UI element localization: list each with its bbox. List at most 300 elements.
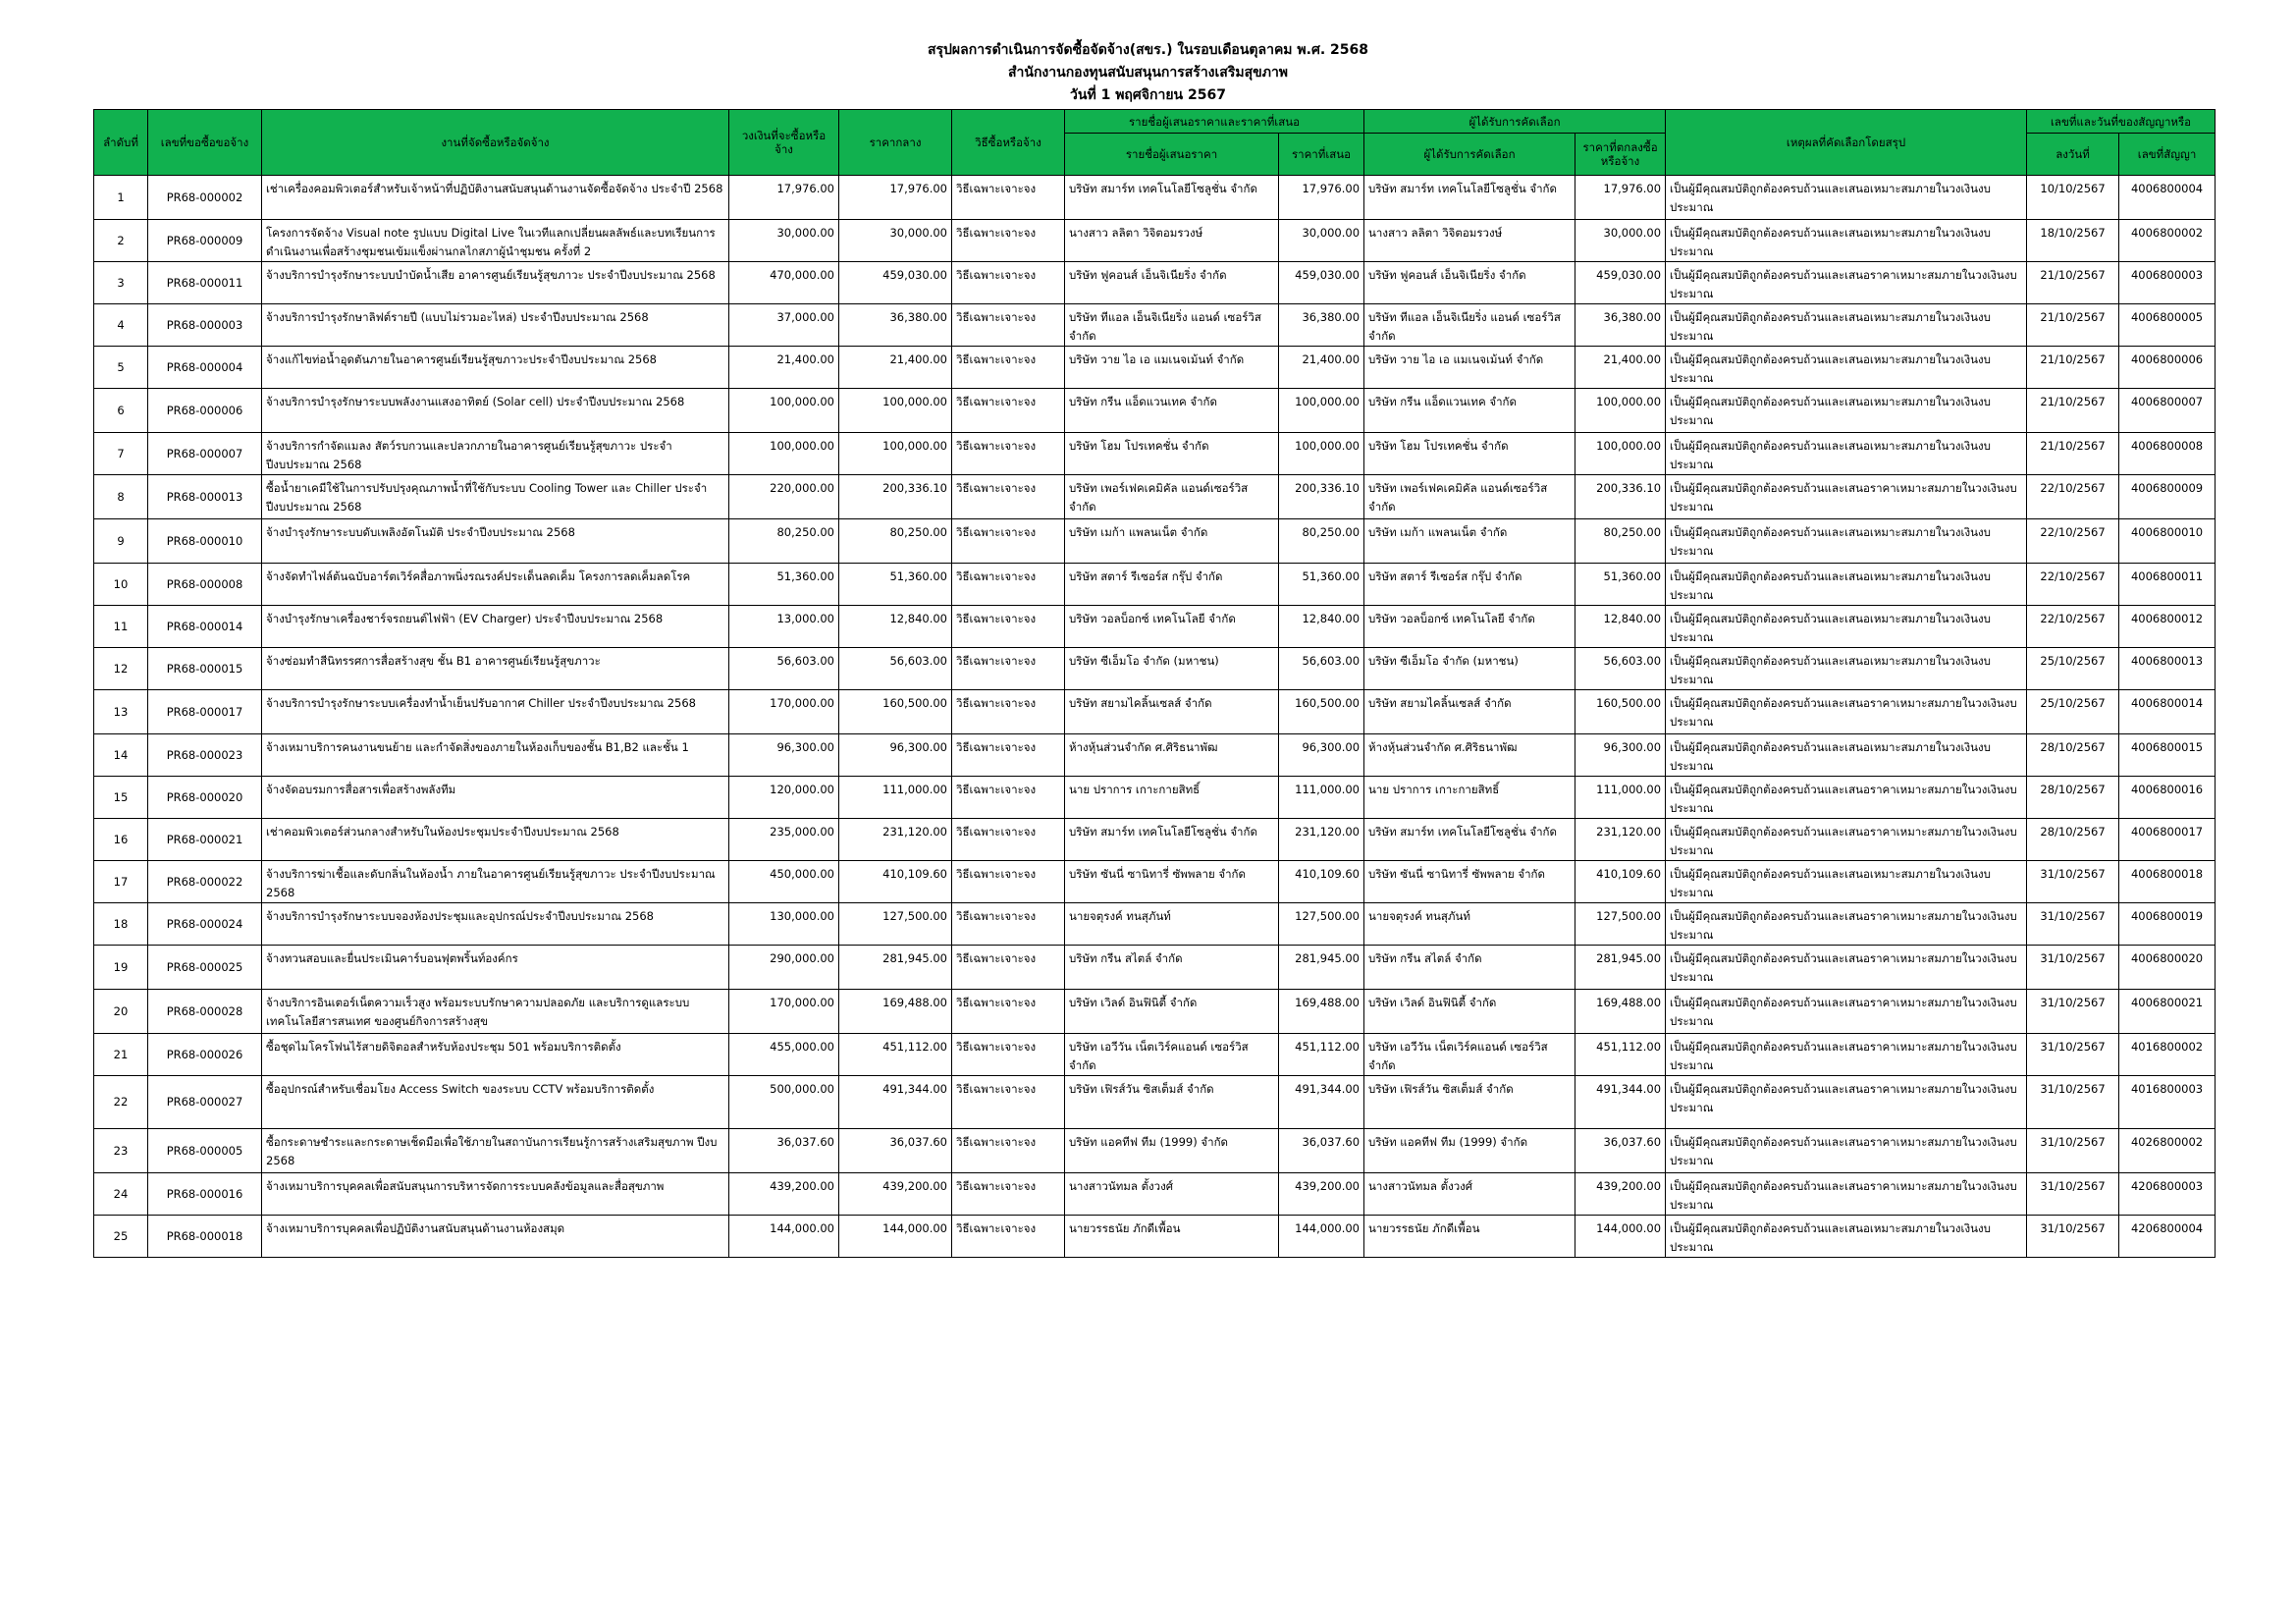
row-contract-number: 4006800013 xyxy=(2119,648,2216,690)
row-contract-date: 31/10/2567 xyxy=(2027,861,2119,903)
row-selected-vendor: บริษัท เฟิรส์วัน ซิสเต็มส์ จำกัด xyxy=(1364,1076,1575,1129)
row-contract-date: 21/10/2567 xyxy=(2027,262,2119,304)
row-median-price: 231,120.00 xyxy=(839,819,952,861)
row-median-price: 144,000.00 xyxy=(839,1216,952,1258)
table-row xyxy=(94,564,2216,606)
row-contract-date: 31/10/2567 xyxy=(2027,990,2119,1034)
row-reason: เป็นผู้มีคุณสมบัติถูกต้องครบถ้วนและเสนอราคาเหมาะสมภายในวงเงินงบประมาณ xyxy=(1666,690,2027,734)
row-budget: 56,603.00 xyxy=(729,648,839,690)
row-bid-price: 80,250.00 xyxy=(1279,519,1364,564)
row-bid-price: 127,500.00 xyxy=(1279,903,1364,946)
row-contract-number: 4006800014 xyxy=(2119,690,2216,734)
row-contract-date: 22/10/2567 xyxy=(2027,475,2119,519)
row-reason: เป็นผู้มีคุณสมบัติถูกต้องครบถ้วนและเสนอเหมาะสมภายในวงเงินงบประมาณ xyxy=(1666,519,2027,564)
table-row xyxy=(94,389,2216,433)
row-work-description: จ้างบริการบำรุงรักษาระบบพลังงานแสงอาทิตย์ (Solar cell) ประจำปีงบประมาณ 2568 xyxy=(262,389,729,433)
row-bid-price: 96,300.00 xyxy=(1279,734,1364,777)
row-work-description: ซื้อกระดาษชำระและกระดาษเช็ดมือเพื่อใช้ภายในสถาบันการเรียนรู้การสร้างเสริมสุขภาพ ปีงบ 2568 xyxy=(262,1129,729,1173)
row-selected-vendor: บริษัท วาย ไอ เอ แมเนจเม้นท์ จำกัด xyxy=(1364,347,1575,389)
row-bidder-name: บริษัท ซันนี่ ซานิทารี่ ซัพพลาย จำกัด xyxy=(1065,861,1279,903)
row-contract-date: 21/10/2567 xyxy=(2027,433,2119,475)
row-pr-number: PR68-000004 xyxy=(148,347,262,389)
row-bid-price: 12,840.00 xyxy=(1279,606,1364,648)
row-contract-date: 31/10/2567 xyxy=(2027,1173,2119,1216)
row-selected-vendor: บริษัท โฮม โปรเทคชั่น จำกัด xyxy=(1364,433,1575,475)
row-work-description: โครงการจัดจ้าง Visual note รูปแบบ Digital Live ในเวทีแลกเปลี่ยนผลลัพธ์และบทเรียนการดำเนินงานเพื่อสร้างชุมชนเข้มแข็งผ่านกลไกสภาผู้นำชุมชน ครั้งที่ 2 xyxy=(262,220,729,262)
row-method: วิธีเฉพาะเจาะจง xyxy=(952,819,1065,861)
table-row xyxy=(94,475,2216,519)
row-agreed-price: 12,840.00 xyxy=(1575,606,1666,648)
row-no: 11 xyxy=(94,606,148,648)
row-selected-vendor: นายวรรธนัย ภักดีเพื้อน xyxy=(1364,1216,1575,1258)
row-bid-price: 144,000.00 xyxy=(1279,1216,1364,1258)
row-pr-number: PR68-000009 xyxy=(148,220,262,262)
row-reason: เป็นผู้มีคุณสมบัติถูกต้องครบถ้วนและเสนอเหมาะสมภายในวงเงินงบประมาณ xyxy=(1666,734,2027,777)
row-contract-date: 31/10/2567 xyxy=(2027,1216,2119,1258)
row-method: วิธีเฉพาะเจาะจง xyxy=(952,433,1065,475)
row-median-price: 111,000.00 xyxy=(839,777,952,819)
row-selected-vendor: บริษัท สมาร์ท เทคโนโลยีโซลูชั่น จำกัด xyxy=(1364,819,1575,861)
row-method: วิธีเฉพาะเจาะจง xyxy=(952,734,1065,777)
row-selected-vendor: นางสาวนัทมล ตั้งวงศ์ xyxy=(1364,1173,1575,1216)
row-bid-price: 51,360.00 xyxy=(1279,564,1364,606)
row-contract-date: 10/10/2567 xyxy=(2027,176,2119,220)
row-no: 9 xyxy=(94,519,148,564)
row-pr-number: PR68-000006 xyxy=(148,389,262,433)
row-work-description: จ้างจัดอบรมการสื่อสารเพื่อสร้างพลังทีม xyxy=(262,777,729,819)
row-pr-number: PR68-000027 xyxy=(148,1076,262,1129)
row-agreed-price: 459,030.00 xyxy=(1575,262,1666,304)
row-no: 24 xyxy=(94,1173,148,1216)
row-reason: เป็นผู้มีคุณสมบัติถูกต้องครบถ้วนและเสนอราคาเหมาะสมภายในวงเงินงบประมาณ xyxy=(1666,777,2027,819)
table-row xyxy=(94,734,2216,777)
row-median-price: 12,840.00 xyxy=(839,606,952,648)
row-selected-vendor: บริษัท สตาร์ รีเซอร์ส กรุ๊ป จำกัด xyxy=(1364,564,1575,606)
row-method: วิธีเฉพาะเจาะจง xyxy=(952,903,1065,946)
row-contract-date: 28/10/2567 xyxy=(2027,819,2119,861)
row-bidder-name: บริษัท ทีแอล เอ็นจิเนียริ่ง แอนด์ เซอร์วิส จำกัด xyxy=(1065,304,1279,347)
row-median-price: 21,400.00 xyxy=(839,347,952,389)
col-header-no: ลำดับที่ xyxy=(94,110,148,176)
row-contract-date: 22/10/2567 xyxy=(2027,564,2119,606)
row-bid-price: 459,030.00 xyxy=(1279,262,1364,304)
row-contract-number: 4006800018 xyxy=(2119,861,2216,903)
row-method: วิธีเฉพาะเจาะจง xyxy=(952,861,1065,903)
row-work-description: จ้างบำรุงรักษาระบบดับเพลิงอัตโนมัติ ประจำปีงบประมาณ 2568 xyxy=(262,519,729,564)
row-median-price: 451,112.00 xyxy=(839,1034,952,1076)
table-row xyxy=(94,304,2216,347)
row-no: 21 xyxy=(94,1034,148,1076)
row-budget: 450,000.00 xyxy=(729,861,839,903)
row-selected-vendor: บริษัท ทีแอล เอ็นจิเนียริ่ง แอนด์ เซอร์วิส จำกัด xyxy=(1364,304,1575,347)
row-agreed-price: 96,300.00 xyxy=(1575,734,1666,777)
row-method: วิธีเฉพาะเจาะจง xyxy=(952,1173,1065,1216)
table-row xyxy=(94,433,2216,475)
row-selected-vendor: บริษัท วอลบ็อกซ์ เทคโนโลยี จำกัด xyxy=(1364,606,1575,648)
row-selected-vendor: บริษัท ซันนี่ ซานิทารี่ ซัพพลาย จำกัด xyxy=(1364,861,1575,903)
row-no: 2 xyxy=(94,220,148,262)
row-contract-number: 4006800016 xyxy=(2119,777,2216,819)
row-budget: 36,037.60 xyxy=(729,1129,839,1173)
report-date: วันที่ 1 พฤศจิกายน 2567 xyxy=(1070,87,1226,103)
row-bid-price: 17,976.00 xyxy=(1279,176,1364,220)
row-bidder-name: นายวรรธนัย ภักดีเพื้อน xyxy=(1065,1216,1279,1258)
row-pr-number: PR68-000013 xyxy=(148,475,262,519)
row-contract-date: 31/10/2567 xyxy=(2027,1034,2119,1076)
row-work-description: จ้างบริการบำรุงรักษาระบบบำบัดน้ำเสีย อาคารศูนย์เรียนรู้สุขภาวะ ประจำปีงบประมาณ 2568 xyxy=(262,262,729,304)
row-budget: 80,250.00 xyxy=(729,519,839,564)
row-contract-number: 4006800020 xyxy=(2119,946,2216,990)
row-budget: 290,000.00 xyxy=(729,946,839,990)
row-no: 12 xyxy=(94,648,148,690)
row-contract-number: 4006800004 xyxy=(2119,176,2216,220)
row-method: วิธีเฉพาะเจาะจง xyxy=(952,1216,1065,1258)
row-work-description: จ้างเหมาบริการคนงานขนย้าย และกำจัดสิ่งของภายในห้องเก็บของชั้น B1,B2 และชั้น 1 xyxy=(262,734,729,777)
table-row xyxy=(94,1216,2216,1258)
table-row xyxy=(94,347,2216,389)
table-row xyxy=(94,1034,2216,1076)
row-pr-number: PR68-000003 xyxy=(148,304,262,347)
row-pr-number: PR68-000015 xyxy=(148,648,262,690)
row-agreed-price: 410,109.60 xyxy=(1575,861,1666,903)
row-work-description: เช่าคอมพิวเตอร์ส่วนกลางสำหรับในห้องประชุมประจำปีงบประมาณ 2568 xyxy=(262,819,729,861)
row-contract-number: 4006800015 xyxy=(2119,734,2216,777)
report-title: สรุปผลการดำเนินการจัดซื้อจัดจ้าง(สขร.) ในรอบเดือนตุลาคม พ.ศ. 2568 xyxy=(927,42,1369,58)
row-reason: เป็นผู้มีคุณสมบัติถูกต้องครบถ้วนและเสนอราคาเหมาะสมภายในวงเงินงบประมาณ xyxy=(1666,1076,2027,1129)
row-pr-number: PR68-000023 xyxy=(148,734,262,777)
row-bid-price: 169,488.00 xyxy=(1279,990,1364,1034)
table-row xyxy=(94,1076,2216,1129)
row-contract-number: 4006800003 xyxy=(2119,262,2216,304)
row-contract-date: 21/10/2567 xyxy=(2027,304,2119,347)
document-header xyxy=(0,39,2296,107)
row-contract-date: 31/10/2567 xyxy=(2027,903,2119,946)
row-bid-price: 30,000.00 xyxy=(1279,220,1364,262)
row-contract-date: 28/10/2567 xyxy=(2027,777,2119,819)
row-bid-price: 439,200.00 xyxy=(1279,1173,1364,1216)
row-budget: 455,000.00 xyxy=(729,1034,839,1076)
row-contract-date: 22/10/2567 xyxy=(2027,519,2119,564)
row-bidder-name: บริษัท กรีน สไตล์ จำกัด xyxy=(1065,946,1279,990)
col-header-selected-group: ผู้ได้รับการคัดเลือก xyxy=(1364,110,1666,134)
row-reason: เป็นผู้มีคุณสมบัติถูกต้องครบถ้วนและเสนอเหมาะสมภายในวงเงินงบประมาณ xyxy=(1666,176,2027,220)
row-agreed-price: 200,336.10 xyxy=(1575,475,1666,519)
table-row xyxy=(94,990,2216,1034)
row-agreed-price: 111,000.00 xyxy=(1575,777,1666,819)
row-method: วิธีเฉพาะเจาะจง xyxy=(952,690,1065,734)
row-median-price: 96,300.00 xyxy=(839,734,952,777)
col-header-bid-price: ราคาที่เสนอ xyxy=(1279,134,1364,176)
col-header-median: ราคากลาง xyxy=(839,110,952,176)
row-agreed-price: 36,037.60 xyxy=(1575,1129,1666,1173)
row-bid-price: 56,603.00 xyxy=(1279,648,1364,690)
row-work-description: จ้างบริการบำรุงรักษาลิฟต์รายปี (แบบไม่รวมอะไหล่) ประจำปีงบประมาณ 2568 xyxy=(262,304,729,347)
row-selected-vendor: บริษัท เวิลด์ อินฟินิตี้ จำกัด xyxy=(1364,990,1575,1034)
row-method: วิธีเฉพาะเจาะจง xyxy=(952,606,1065,648)
row-method: วิธีเฉพาะเจาะจง xyxy=(952,1076,1065,1129)
row-agreed-price: 439,200.00 xyxy=(1575,1173,1666,1216)
row-method: วิธีเฉพาะเจาะจง xyxy=(952,946,1065,990)
row-work-description: จ้างเหมาบริการบุคคลเพื่อสนับสนุนการบริหารจัดการระบบคลังข้อมูลและสื่อสุขภาพ xyxy=(262,1173,729,1216)
row-pr-number: PR68-000016 xyxy=(148,1173,262,1216)
row-agreed-price: 80,250.00 xyxy=(1575,519,1666,564)
row-selected-vendor: บริษัท ฟูคอนส์ เอ็นจิเนียริ่ง จำกัด xyxy=(1364,262,1575,304)
row-median-price: 169,488.00 xyxy=(839,990,952,1034)
row-budget: 13,000.00 xyxy=(729,606,839,648)
row-contract-number: 4016800003 xyxy=(2119,1076,2216,1129)
col-header-pr: เลขที่ขอซื้อขอจ้าง xyxy=(148,110,262,176)
row-reason: เป็นผู้มีคุณสมบัติถูกต้องครบถ้วนและเสนอเหมาะสมภายในวงเงินงบประมาณ xyxy=(1666,606,2027,648)
row-no: 5 xyxy=(94,347,148,389)
row-no: 23 xyxy=(94,1129,148,1173)
row-budget: 500,000.00 xyxy=(729,1076,839,1129)
row-bid-price: 410,109.60 xyxy=(1279,861,1364,903)
row-reason: เป็นผู้มีคุณสมบัติถูกต้องครบถ้วนและเสนอเหมาะสมภายในวงเงินงบประมาณ xyxy=(1666,220,2027,262)
col-header-reason: เหตุผลที่คัดเลือกโดยสรุป xyxy=(1666,110,2027,176)
row-no: 15 xyxy=(94,777,148,819)
row-bid-price: 36,037.60 xyxy=(1279,1129,1364,1173)
col-header-work: งานที่จัดซื้อหรือจัดจ้าง xyxy=(262,110,729,176)
row-budget: 470,000.00 xyxy=(729,262,839,304)
row-no: 3 xyxy=(94,262,148,304)
row-median-price: 51,360.00 xyxy=(839,564,952,606)
row-reason: เป็นผู้มีคุณสมบัติถูกต้องครบถ้วนและเสนอราคาเหมาะสมภายในวงเงินงบประมาณ xyxy=(1666,262,2027,304)
row-bidder-name: บริษัท วาย ไอ เอ แมเนจเม้นท์ จำกัด xyxy=(1065,347,1279,389)
row-work-description: จ้างบริการบำรุงรักษาระบบเครื่องทำน้ำเย็นปรับอากาศ Chiller ประจำปีงบประมาณ 2568 xyxy=(262,690,729,734)
row-median-price: 100,000.00 xyxy=(839,433,952,475)
row-budget: 100,000.00 xyxy=(729,433,839,475)
row-no: 22 xyxy=(94,1076,148,1129)
row-no: 25 xyxy=(94,1216,148,1258)
row-contract-date: 28/10/2567 xyxy=(2027,734,2119,777)
row-contract-number: 4006800005 xyxy=(2119,304,2216,347)
row-reason: เป็นผู้มีคุณสมบัติถูกต้องครบถ้วนและเสนอราคาเหมาะสมภายในวงเงินงบประมาณ xyxy=(1666,475,2027,519)
row-pr-number: PR68-000018 xyxy=(148,1216,262,1258)
table-row xyxy=(94,1173,2216,1216)
row-no: 14 xyxy=(94,734,148,777)
row-method: วิธีเฉพาะเจาะจง xyxy=(952,777,1065,819)
row-method: วิธีเฉพาะเจาะจง xyxy=(952,475,1065,519)
table-row xyxy=(94,777,2216,819)
row-median-price: 410,109.60 xyxy=(839,861,952,903)
row-agreed-price: 144,000.00 xyxy=(1575,1216,1666,1258)
row-reason: เป็นผู้มีคุณสมบัติถูกต้องครบถ้วนและเสนอราคาเหมาะสมภายในวงเงินงบประมาณ xyxy=(1666,1034,2027,1076)
row-agreed-price: 127,500.00 xyxy=(1575,903,1666,946)
col-header-method: วิธีซื้อหรือจ้าง xyxy=(952,110,1065,176)
table-row xyxy=(94,176,2216,220)
row-no: 1 xyxy=(94,176,148,220)
row-budget: 220,000.00 xyxy=(729,475,839,519)
table-body xyxy=(94,176,2216,1258)
row-budget: 439,200.00 xyxy=(729,1173,839,1216)
row-contract-number: 4016800002 xyxy=(2119,1034,2216,1076)
row-reason: เป็นผู้มีคุณสมบัติถูกต้องครบถ้วนและเสนอเหมาะสมภายในวงเงินงบประมาณ xyxy=(1666,861,2027,903)
table-row xyxy=(94,262,2216,304)
row-work-description: จ้างทวนสอบและยื่นประเมินคาร์บอนฟุตพริ้นท์องค์กร xyxy=(262,946,729,990)
row-bid-price: 281,945.00 xyxy=(1279,946,1364,990)
row-bidder-name: บริษัท วอลบ็อกซ์ เทคโนโลยี จำกัด xyxy=(1065,606,1279,648)
table-row xyxy=(94,220,2216,262)
row-bidder-name: นายจตุรงค์ ทนสุภันท์ xyxy=(1065,903,1279,946)
row-bidder-name: บริษัท กรีน แอ็ดแวนเทค จำกัด xyxy=(1065,389,1279,433)
row-contract-number: 4206800004 xyxy=(2119,1216,2216,1258)
row-contract-date: 31/10/2567 xyxy=(2027,1129,2119,1173)
row-median-price: 200,336.10 xyxy=(839,475,952,519)
row-bid-price: 111,000.00 xyxy=(1279,777,1364,819)
row-no: 13 xyxy=(94,690,148,734)
row-agreed-price: 51,360.00 xyxy=(1575,564,1666,606)
row-selected-vendor: บริษัท สมาร์ท เทคโนโลยีโซลูชั่น จำกัด xyxy=(1364,176,1575,220)
row-bid-price: 200,336.10 xyxy=(1279,475,1364,519)
row-bidder-name: นางสาว ลลิตา วิจิตอมรวงษ์ xyxy=(1065,220,1279,262)
col-header-date: ลงวันที่ xyxy=(2027,134,2119,176)
row-pr-number: PR68-000022 xyxy=(148,861,262,903)
row-work-description: จ้างบริการกำจัดแมลง สัตว์รบกวนและปลวกภายในอาคารศูนย์เรียนรู้สุขภาวะ ประจำปีงบประมาณ 2568 xyxy=(262,433,729,475)
row-contract-number: 4006800019 xyxy=(2119,903,2216,946)
row-median-price: 80,250.00 xyxy=(839,519,952,564)
row-selected-vendor: บริษัท สยามไคลิ้นเซลส์ จำกัด xyxy=(1364,690,1575,734)
row-method: วิธีเฉพาะเจาะจง xyxy=(952,990,1065,1034)
row-pr-number: PR68-000017 xyxy=(148,690,262,734)
row-pr-number: PR68-000024 xyxy=(148,903,262,946)
row-selected-vendor: บริษัท เมก้า แพลนเน็ต จำกัด xyxy=(1364,519,1575,564)
row-selected-vendor: ห้างหุ้นส่วนจำกัด ศ.ศิริธนาพัฒ xyxy=(1364,734,1575,777)
row-work-description: ซื้อชุดไมโครโฟนไร้สายดิจิตอลสำหรับห้องประชุม 501 พร้อมบริการติดตั้ง xyxy=(262,1034,729,1076)
row-contract-date: 25/10/2567 xyxy=(2027,690,2119,734)
row-reason: เป็นผู้มีคุณสมบัติถูกต้องครบถ้วนและเสนอเหมาะสมภายในวงเงินงบประมาณ xyxy=(1666,389,2027,433)
row-reason: เป็นผู้มีคุณสมบัติถูกต้องครบถ้วนและเสนอเหมาะสมภายในวงเงินงบประมาณ xyxy=(1666,1216,2027,1258)
row-pr-number: PR68-000026 xyxy=(148,1034,262,1076)
row-median-price: 459,030.00 xyxy=(839,262,952,304)
row-no: 16 xyxy=(94,819,148,861)
row-reason: เป็นผู้มีคุณสมบัติถูกต้องครบถ้วนและเสนอราคาเหมาะสมภายในวงเงินงบประมาณ xyxy=(1666,819,2027,861)
row-budget: 235,000.00 xyxy=(729,819,839,861)
col-header-budget: วงเงินที่จะซื้อหรือจ้าง xyxy=(729,110,839,176)
row-budget: 51,360.00 xyxy=(729,564,839,606)
row-pr-number: PR68-000028 xyxy=(148,990,262,1034)
row-method: วิธีเฉพาะเจาะจง xyxy=(952,1034,1065,1076)
table-row xyxy=(94,690,2216,734)
table-row xyxy=(94,1129,2216,1173)
row-budget: 144,000.00 xyxy=(729,1216,839,1258)
row-budget: 17,976.00 xyxy=(729,176,839,220)
col-header-agreed-price: ราคาที่ตกลงซื้อหรือจ้าง xyxy=(1575,134,1666,176)
row-bidder-name: บริษัท เพอร์เฟคเคมิคัล แอนด์เซอร์วิส จำกัด xyxy=(1065,475,1279,519)
row-reason: เป็นผู้มีคุณสมบัติถูกต้องครบถ้วนและเสนอเหมาะสมภายในวงเงินงบประมาณ xyxy=(1666,347,2027,389)
row-agreed-price: 281,945.00 xyxy=(1575,946,1666,990)
row-bidder-name: ห้างหุ้นส่วนจำกัด ศ.ศิริธนาพัฒ xyxy=(1065,734,1279,777)
row-bid-price: 491,344.00 xyxy=(1279,1076,1364,1129)
row-contract-number: 4006800008 xyxy=(2119,433,2216,475)
row-pr-number: PR68-000007 xyxy=(148,433,262,475)
row-budget: 130,000.00 xyxy=(729,903,839,946)
row-agreed-price: 231,120.00 xyxy=(1575,819,1666,861)
row-contract-date: 22/10/2567 xyxy=(2027,606,2119,648)
row-no: 7 xyxy=(94,433,148,475)
row-pr-number: PR68-000002 xyxy=(148,176,262,220)
row-contract-number: 4006800017 xyxy=(2119,819,2216,861)
row-agreed-price: 160,500.00 xyxy=(1575,690,1666,734)
row-median-price: 160,500.00 xyxy=(839,690,952,734)
row-agreed-price: 451,112.00 xyxy=(1575,1034,1666,1076)
row-contract-number: 4026800002 xyxy=(2119,1129,2216,1173)
row-method: วิธีเฉพาะเจาะจง xyxy=(952,519,1065,564)
row-bid-price: 36,380.00 xyxy=(1279,304,1364,347)
row-median-price: 127,500.00 xyxy=(839,903,952,946)
row-contract-date: 25/10/2567 xyxy=(2027,648,2119,690)
col-header-bidder: รายชื่อผู้เสนอราคา xyxy=(1065,134,1279,176)
row-reason: เป็นผู้มีคุณสมบัติถูกต้องครบถ้วนและเสนอราคาเหมาะสมภายในวงเงินงบประมาณ xyxy=(1666,1173,2027,1216)
row-work-description: จ้างบริการบำรุงรักษาระบบจองห้องประชุมและอุปกรณ์ประจำปีงบประมาณ 2568 xyxy=(262,903,729,946)
row-work-description: ซื้อน้ำยาเคมีใช้ในการปรับปรุงคุณภาพน้ำที่ใช้กับระบบ Cooling Tower และ Chiller ประจำปีงบประมาณ 2568 xyxy=(262,475,729,519)
col-header-contract-no: เลขที่สัญญา xyxy=(2119,134,2216,176)
table-row xyxy=(94,861,2216,903)
row-median-price: 36,037.60 xyxy=(839,1129,952,1173)
row-bid-price: 21,400.00 xyxy=(1279,347,1364,389)
row-no: 4 xyxy=(94,304,148,347)
row-selected-vendor: นายจตุรงค์ ทนสุภันท์ xyxy=(1364,903,1575,946)
row-contract-number: 4006800006 xyxy=(2119,347,2216,389)
row-budget: 21,400.00 xyxy=(729,347,839,389)
row-median-price: 100,000.00 xyxy=(839,389,952,433)
row-method: วิธีเฉพาะเจาะจง xyxy=(952,1129,1065,1173)
row-method: วิธีเฉพาะเจาะจง xyxy=(952,347,1065,389)
row-bidder-name: บริษัท เวิลด์ อินฟินิตี้ จำกัด xyxy=(1065,990,1279,1034)
row-work-description: จ้างเหมาบริการบุคคลเพื่อปฏิบัติงานสนับสนุนด้านงานห้องสมุด xyxy=(262,1216,729,1258)
row-contract-number: 4006800007 xyxy=(2119,389,2216,433)
row-reason: เป็นผู้มีคุณสมบัติถูกต้องครบถ้วนและเสนอราคาเหมาะสมภายในวงเงินงบประมาณ xyxy=(1666,946,2027,990)
table-row xyxy=(94,519,2216,564)
row-reason: เป็นผู้มีคุณสมบัติถูกต้องครบถ้วนและเสนอราคาเหมาะสมภายในวงเงินงบประมาณ xyxy=(1666,1129,2027,1173)
row-median-price: 36,380.00 xyxy=(839,304,952,347)
row-bid-price: 160,500.00 xyxy=(1279,690,1364,734)
row-budget: 37,000.00 xyxy=(729,304,839,347)
row-bidder-name: บริษัท ฟูคอนส์ เอ็นจิเนียริ่ง จำกัด xyxy=(1065,262,1279,304)
row-work-description: จ้างบริการอินเตอร์เน็ตความเร็วสูง พร้อมระบบรักษาความปลอดภัย และบริการดูแลระบบเทคโนโลยีสารสนเทศ ของศูนย์กิจการสร้างสุข xyxy=(262,990,729,1034)
row-pr-number: PR68-000005 xyxy=(148,1129,262,1173)
row-contract-number: 4006800012 xyxy=(2119,606,2216,648)
row-contract-number: 4006800002 xyxy=(2119,220,2216,262)
row-pr-number: PR68-000020 xyxy=(148,777,262,819)
row-bid-price: 100,000.00 xyxy=(1279,433,1364,475)
row-contract-number: 4206800003 xyxy=(2119,1173,2216,1216)
row-work-description: เช่าเครื่องคอมพิวเตอร์สำหรับเจ้าหน้าที่ปฏิบัติงานสนับสนุนด้านงานจัดซื้อจัดจ้าง ประจำปี 2568 xyxy=(262,176,729,220)
row-selected-vendor: นาย ปราการ เกาะกายสิทธิ์ xyxy=(1364,777,1575,819)
row-pr-number: PR68-000014 xyxy=(148,606,262,648)
row-work-description: ซื้ออุปกรณ์สำหรับเชื่อมโยง Access Switch ของระบบ CCTV พร้อมบริการติดตั้ง xyxy=(262,1076,729,1129)
row-pr-number: PR68-000008 xyxy=(148,564,262,606)
table-row xyxy=(94,903,2216,946)
row-bidder-name: บริษัท สตาร์ รีเซอร์ส กรุ๊ป จำกัด xyxy=(1065,564,1279,606)
col-header-contract-group: เลขที่และวันที่ของสัญญาหรือ xyxy=(2027,110,2216,134)
row-bidder-name: บริษัท สยามไคลิ้นเซลส์ จำกัด xyxy=(1065,690,1279,734)
row-no: 8 xyxy=(94,475,148,519)
row-bidder-name: นางสาวนัทมล ตั้งวงศ์ xyxy=(1065,1173,1279,1216)
row-agreed-price: 491,344.00 xyxy=(1575,1076,1666,1129)
row-method: วิธีเฉพาะเจาะจง xyxy=(952,564,1065,606)
row-bidder-name: บริษัท สมาร์ท เทคโนโลยีโซลูชั่น จำกัด xyxy=(1065,819,1279,861)
row-bidder-name: บริษัท แอคทีฟ ทีม (1999) จำกัด xyxy=(1065,1129,1279,1173)
row-agreed-price: 21,400.00 xyxy=(1575,347,1666,389)
row-work-description: จ้างซ่อมทำสีนิทรรศการสื่อสร้างสุข ชั้น B1 อาคารศูนย์เรียนรู้สุขภาวะ xyxy=(262,648,729,690)
row-work-description: จ้างแก้ไขท่อน้ำอุดตันภายในอาคารศูนย์เรียนรู้สุขภาวะประจำปีงบประมาณ 2568 xyxy=(262,347,729,389)
row-contract-date: 21/10/2567 xyxy=(2027,347,2119,389)
row-method: วิธีเฉพาะเจาะจง xyxy=(952,262,1065,304)
col-header-bidders-group: รายชื่อผู้เสนอราคาและราคาที่เสนอ xyxy=(1065,110,1364,134)
organization-name: สำนักงานกองทุนสนับสนุนการสร้างเสริมสุขภาพ xyxy=(1007,65,1289,81)
row-method: วิธีเฉพาะเจาะจง xyxy=(952,304,1065,347)
row-work-description: จ้างบำรุงรักษาเครื่องชาร์จรถยนต์ไฟฟ้า (EV Charger) ประจำปีงบประมาณ 2568 xyxy=(262,606,729,648)
